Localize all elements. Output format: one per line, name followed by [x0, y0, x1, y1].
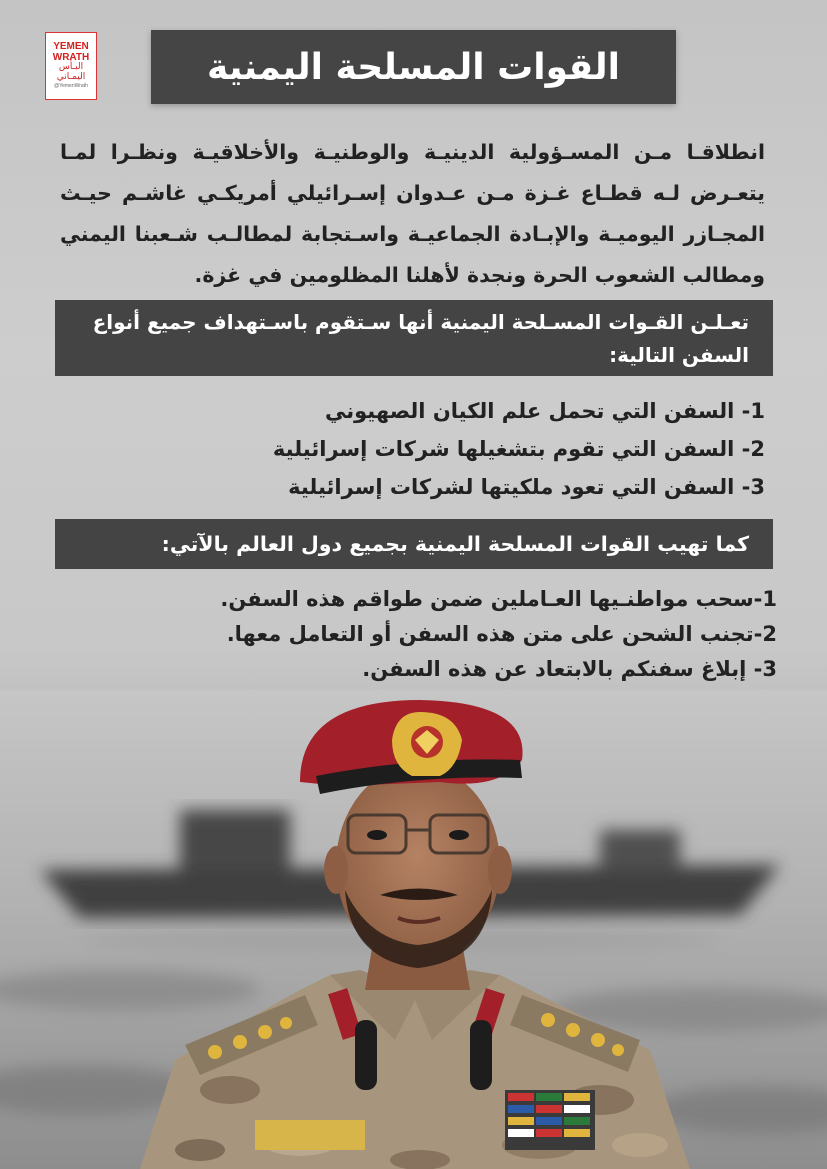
appeal-band: [55, 519, 773, 569]
intro-paragraph: انطلاقـا مـن المسـؤولية الدينيـة والوطنيـة والأخلاقيـة ونظـرا لمـا يتعـرض لـه قطـاع غـزة مـن عـدوان إسـرائيلي أمريكـي غاشـم حيـث المجـازر اليوميـة والإبـادة الجماعيـة واسـتجابة لمطالـب شـعبنا اليمني ومطالب الشعوب الحرة ونجدة لأهلنا المظلومين في غزة.: [60, 140, 765, 287]
logo-line-1: YEMEN: [53, 41, 89, 53]
spokesman-photo: [0, 690, 827, 1169]
list-item: 1-سحب مواطنـيها العـاملين ضمن طواقم هذه السفن.: [220, 587, 777, 611]
microphone-icon: [470, 1020, 492, 1090]
list-item: 3- إبلاغ سفنكم بالابتعاد عن هذه السفن.: [362, 657, 777, 681]
appeal-text: كما تهيب القوات المسلحة اليمنية بجميع دول العالم بالآتي:: [161, 532, 749, 556]
list-item: 2- السفن التي تقوم بتشغيلها شركات إسرائيلية: [272, 437, 765, 461]
appeal-list: [57, 582, 777, 687]
microphone-icon: [355, 1020, 377, 1090]
title-bar: [151, 30, 676, 104]
list-item: 2-تجنب الشحن على متن هذه السفن أو التعامل معها.: [226, 622, 777, 646]
ear: [324, 846, 348, 894]
medal-ribbons: [505, 1090, 595, 1150]
page-title: القوات المسلحة اليمنية: [207, 46, 620, 88]
list-item: 1- السفن التي تحمل علم الكيان الصهيوني: [325, 399, 765, 423]
name-tag: [255, 1120, 365, 1150]
announcement-band: [55, 300, 773, 376]
ship-types-list: [165, 392, 765, 506]
list-item: 3- السفن التي تعود ملكيتها لشركات إسرائيلية: [288, 475, 765, 499]
logo-handle: @YemenWrath: [54, 83, 88, 90]
logo-line-4: اليمـاني: [56, 71, 86, 82]
logo-line-3: البـأس: [58, 62, 84, 73]
ear: [488, 846, 512, 894]
announcement-text: تعـلـن القـوات المسـلحة اليمنية أنها سـتقوم باسـتهداف جميع أنواع السفن التالية:: [92, 310, 749, 367]
logo-line-2: WRATH: [52, 51, 90, 63]
brand-logo: [45, 32, 97, 100]
